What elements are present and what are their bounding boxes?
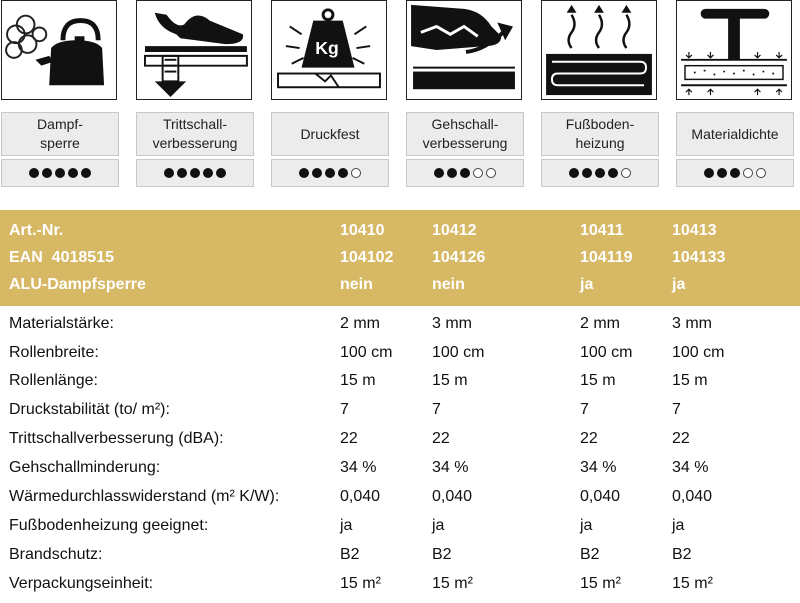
rating-dots <box>271 159 389 187</box>
cell: 0,040 <box>580 488 621 505</box>
rating-dot-filled <box>203 168 213 178</box>
rating-dot-filled <box>216 168 226 178</box>
cell: ja <box>340 517 353 534</box>
spec-row <box>0 512 800 541</box>
row-label: Druckstabilität (to/ m²): <box>9 401 170 418</box>
feature-label: Fußboden- heizung <box>541 112 659 156</box>
rating-dot-filled <box>68 168 78 178</box>
rating-dot-filled <box>582 168 592 178</box>
spec-row <box>0 454 800 483</box>
rating-dot-filled <box>730 168 740 178</box>
kg-text: Kg <box>315 37 339 58</box>
article-header-band <box>0 210 800 306</box>
rating-dot-filled <box>717 168 727 178</box>
spec-row <box>0 425 800 454</box>
row-label: Materialstärke: <box>9 315 114 332</box>
rating-dot-filled <box>569 168 579 178</box>
rating-dot-filled <box>460 168 470 178</box>
row-label: Rollenbreite: <box>9 344 99 361</box>
cell: 15 m² <box>580 575 621 592</box>
row-label: ALU-Dampfsperre <box>9 276 146 293</box>
rating-dot-filled <box>447 168 457 178</box>
rating-dot-filled <box>704 168 714 178</box>
rating-dot-filled <box>177 168 187 178</box>
spec-row <box>0 483 800 512</box>
rating-dot-filled <box>608 168 618 178</box>
cell: 104102 <box>340 249 394 266</box>
row-label: Brandschutz: <box>9 546 103 563</box>
rating-dots <box>541 159 659 187</box>
feature-fussbodenheizung <box>541 0 659 187</box>
rating-dot-empty <box>621 168 631 178</box>
cell: 3 mm <box>672 315 712 332</box>
rating-dot-filled <box>299 168 309 178</box>
feature-dampfsperre <box>1 0 119 187</box>
rating-dot-filled <box>29 168 39 178</box>
rating-dot-filled <box>434 168 444 178</box>
row-label: EAN 4018515 <box>9 249 114 266</box>
cell: 0,040 <box>432 488 473 505</box>
rating-dot-filled <box>164 168 174 178</box>
material-press-icon <box>676 0 792 100</box>
rating-dot-filled <box>81 168 91 178</box>
rating-dot-filled <box>190 168 200 178</box>
rating-dot-filled <box>595 168 605 178</box>
rating-dot-filled <box>55 168 65 178</box>
cell: 34 % <box>340 459 377 476</box>
rating-dot-filled <box>338 168 348 178</box>
cell: 15 m <box>580 372 616 389</box>
row-label: Gehschallminderung: <box>9 459 161 476</box>
row-label: Wärmedurchlasswiderstand (m² K/W): <box>9 488 280 505</box>
rating-dot-empty <box>486 168 496 178</box>
feature-label: Dampf- sperre <box>1 112 119 156</box>
floor-heating-icon <box>541 0 657 100</box>
cell: 7 <box>672 401 681 418</box>
cell: 2 mm <box>580 315 620 332</box>
cell: 34 % <box>672 459 709 476</box>
rating-dots <box>1 159 119 187</box>
rating-dot-empty <box>743 168 753 178</box>
kg-weight-icon <box>271 0 387 100</box>
cell: B2 <box>432 546 452 563</box>
cell: 22 <box>340 430 358 447</box>
cell: 15 m <box>340 372 376 389</box>
cell: 22 <box>432 430 450 447</box>
cell: 0,040 <box>672 488 713 505</box>
cell: B2 <box>340 546 360 563</box>
ean-row <box>0 245 800 273</box>
cell: 10412 <box>432 222 477 239</box>
rating-dots <box>406 159 524 187</box>
cell: 10413 <box>672 222 717 239</box>
cell: 104119 <box>580 249 633 266</box>
cell: 7 <box>580 401 589 418</box>
cell: 15 m² <box>340 575 381 592</box>
spec-row <box>0 541 800 570</box>
cell: 15 m² <box>672 575 713 592</box>
cell: ja <box>580 276 594 293</box>
cell: ja <box>672 517 685 534</box>
cell: 15 m <box>672 372 708 389</box>
cell: ja <box>432 517 445 534</box>
cell: 100 cm <box>432 344 485 361</box>
feature-trittschall <box>136 0 254 187</box>
shoe-arrow-icon <box>406 0 522 100</box>
cell: 22 <box>580 430 598 447</box>
rating-dot-filled <box>325 168 335 178</box>
cell: 22 <box>672 430 690 447</box>
cell: 15 m <box>432 372 468 389</box>
row-label: Art.-Nr. <box>9 222 64 239</box>
feature-materialdichte <box>676 0 794 187</box>
alu-vapor-barrier-row <box>0 272 800 300</box>
cell: ja <box>672 276 686 293</box>
cell: 2 mm <box>340 315 380 332</box>
cell: B2 <box>580 546 600 563</box>
rating-dot-empty <box>351 168 361 178</box>
feature-druckfest <box>271 0 389 187</box>
cell: 104126 <box>432 249 486 266</box>
feature-label: Materialdichte <box>676 112 794 156</box>
cell: B2 <box>672 546 692 563</box>
high-heel-shoe-icon <box>136 0 252 100</box>
cell: nein <box>340 276 373 293</box>
cell: 7 <box>432 401 441 418</box>
rating-dot-filled <box>42 168 52 178</box>
kettle-steam-icon <box>1 0 117 100</box>
cell: 3 mm <box>432 315 472 332</box>
rating-dots <box>136 159 254 187</box>
spec-row <box>0 310 800 339</box>
row-label: Rollenlänge: <box>9 372 98 389</box>
cell: 10410 <box>340 222 385 239</box>
spec-row <box>0 339 800 368</box>
row-label: Trittschallverbesserung (dBA): <box>9 430 224 447</box>
cell: 0,040 <box>340 488 381 505</box>
spec-row <box>0 367 800 396</box>
rating-dots <box>676 159 794 187</box>
spec-row <box>0 570 800 599</box>
feature-label: Gehschall- verbesserung <box>406 112 524 156</box>
rating-dot-empty <box>756 168 766 178</box>
cell: 34 % <box>432 459 469 476</box>
cell: ja <box>580 517 593 534</box>
feature-label: Trittschall- verbesserung <box>136 112 254 156</box>
row-label: Fußbodenheizung geeignet: <box>9 517 209 534</box>
cell: 10411 <box>580 222 624 239</box>
cell: 7 <box>340 401 349 418</box>
feature-label: Druckfest <box>271 112 389 156</box>
cell: 100 cm <box>340 344 393 361</box>
rating-dot-filled <box>312 168 322 178</box>
cell: 100 cm <box>672 344 725 361</box>
article-number-row <box>0 218 800 246</box>
feature-gehschall <box>406 0 524 187</box>
row-label: Verpackungseinheit: <box>9 575 154 592</box>
cell: nein <box>432 276 465 293</box>
rating-dot-empty <box>473 168 483 178</box>
cell: 34 % <box>580 459 617 476</box>
cell: 15 m² <box>432 575 473 592</box>
cell: 104133 <box>672 249 726 266</box>
cell: 100 cm <box>580 344 633 361</box>
spec-row <box>0 396 800 425</box>
